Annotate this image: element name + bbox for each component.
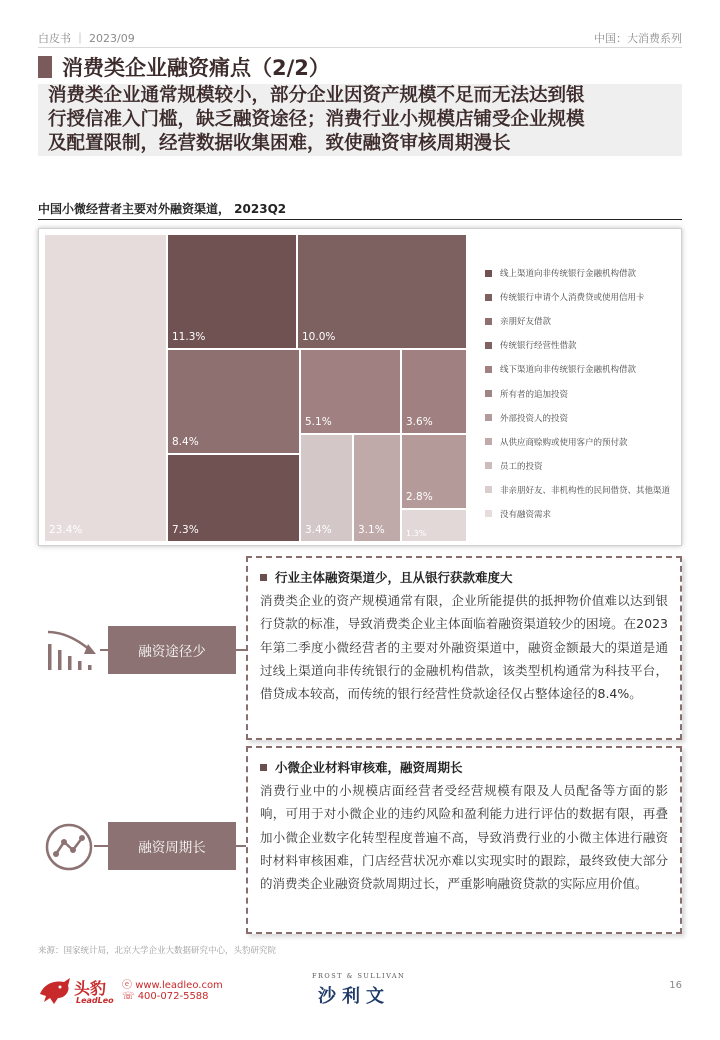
legend-label: 传统银行申请个人消费贷或使用信用卡	[500, 293, 645, 304]
partner-name-en: FROST & SULLIVAN	[312, 972, 406, 980]
legend-swatch	[485, 414, 492, 421]
phone-text: 400-072-5588	[137, 991, 209, 1002]
source-note: 来源：国家统计局，北京大学企业大数据研究中心，头豹研究院	[38, 946, 277, 956]
legend-item	[485, 309, 680, 333]
legend-item	[485, 430, 680, 454]
treemap-value-label: 3.1%	[358, 524, 385, 536]
legend-label: 非亲朋好友、非机构性的民间借贷、其他渠道	[500, 485, 671, 496]
bullet-icon	[260, 574, 267, 581]
channels-panel-body: 消费类企业的资产规模通常有限，企业所能提供的抵押物价值难以达到银行贷款的标准，导致消费类企业主体面临着融资渠道较少的困境。在2023年第二季度小微经营者的主要对外融资渠道中，融资金额最大的渠道是通过线上渠道向非传统银行的金融机构借款，该类型机构通常为科技平台，借贷成本较高，而传统的银行经营性贷款途径仅占整体途径的8.4%。	[260, 593, 668, 702]
legend-label: 线下渠道向非传统银行金融机构借款	[500, 365, 637, 376]
report-type: 白皮书 ｜ 2023/09	[38, 32, 135, 45]
legend-item	[485, 261, 680, 285]
brand-name-en: LeadLeo	[76, 996, 114, 1005]
legend-label: 没有融资需求	[500, 509, 552, 520]
summary-line: 行授信准入门槛，缺乏融资途径；消费行业小规模店铺受企业规模	[48, 109, 585, 130]
treemap-value-label: 3.6%	[406, 416, 433, 428]
long-cycle-tag: 融资周期长	[108, 822, 236, 870]
legend-item	[485, 478, 680, 502]
bar-chart-decline-icon	[44, 628, 100, 672]
treemap-chart	[38, 228, 682, 546]
legend-item	[485, 357, 680, 381]
channels-panel	[246, 556, 682, 740]
legend-swatch	[485, 366, 492, 373]
summary-block	[38, 84, 682, 156]
legend-label: 外部投资人的投资	[500, 413, 569, 424]
treemap-value-label: 10.0%	[302, 331, 336, 343]
page-number: 16	[669, 980, 682, 991]
leadleo-logo[interactable]	[38, 972, 258, 1008]
review-panel	[246, 746, 682, 934]
legend-item	[485, 454, 680, 478]
summary-line: 及配置限制，经营数据收集困难，致使融资审核周期漫长	[48, 133, 511, 154]
report-series: 中国：大消费系列	[594, 32, 682, 45]
review-panel-heading	[260, 758, 668, 776]
legend-item	[485, 333, 680, 357]
title-accent-bar	[38, 56, 52, 78]
treemap-value-label: 23.4%	[49, 524, 83, 536]
channels-heading-text: 行业主体融资渠道少，且从银行获款难度大	[275, 570, 513, 585]
treemap-value-label: 2.8%	[406, 491, 433, 503]
legend-swatch	[485, 510, 492, 517]
legend-label: 所有者的追加投资	[500, 389, 569, 400]
connector-line	[236, 845, 246, 847]
channels-panel-heading	[260, 568, 668, 586]
trend-line-icon	[44, 822, 94, 872]
legend-swatch	[485, 342, 492, 349]
partner-name-cn: 沙利文	[318, 986, 390, 1007]
legend-swatch	[485, 486, 492, 493]
legend-swatch	[485, 390, 492, 397]
review-heading-text: 小微企业材料审核难，融资周期长	[275, 760, 463, 775]
legend-label: 亲朋好友借款	[500, 317, 552, 328]
review-panel-body: 消费行业中的小规模店面经营者受经营规模有限及人员配备等方面的影响，可用于对小微企业的违约风险和盈利能力进行评估的数据有限，再叠加小微企业数字化转型程度普遍不高，导致消费行业的小微主体进行融资时材料审核困难，门店经营状况亦难以实现实时的跟踪，最终致使大部分的消费类企业融资贷款周期过长，严重影响融资贷款的实际应用价值。	[260, 783, 668, 892]
treemap-tile	[44, 234, 167, 542]
chart-title-underline	[38, 219, 682, 220]
phone-number: ☏ 400-072-5588	[122, 991, 209, 1002]
brand-name-cn: 头豹	[74, 979, 107, 998]
chart-title: 中国小微经营者主要对外融资渠道， 2023Q2	[38, 202, 287, 216]
legend-item	[485, 285, 680, 309]
legend-swatch	[485, 462, 492, 469]
legend-swatch	[485, 318, 492, 325]
legend-label: 从供应商赊购或使用客户的预付款	[500, 437, 628, 448]
treemap-value-label: 8.4%	[172, 436, 199, 448]
legend-item	[485, 502, 680, 526]
few-channels-tag: 融资途径少	[108, 626, 236, 674]
treemap-value-label: 5.1%	[305, 416, 332, 428]
treemap-value-label: 7.3%	[172, 524, 199, 536]
header-divider	[38, 47, 682, 48]
legend-swatch	[485, 438, 492, 445]
legend-swatch	[485, 294, 492, 301]
legend-item	[485, 381, 680, 405]
legend-swatch	[485, 270, 492, 277]
connector-line	[236, 649, 246, 651]
website-link[interactable]: ⓔ www.leadleo.com	[122, 980, 223, 991]
legend-label: 线上渠道向非传统银行金融机构借款	[500, 269, 637, 280]
treemap-value-label: 3.4%	[305, 524, 332, 536]
treemap-value-label: 11.3%	[172, 331, 206, 343]
bullet-icon	[260, 764, 267, 771]
summary-line: 消费类企业通常规模较小，部分企业因资产规模不足而无法达到银	[48, 85, 585, 106]
page-title: 消费类企业融资痛点（2/2）	[62, 56, 330, 80]
treemap-value-label: 1.3%	[406, 529, 427, 538]
website-text: www.leadleo.com	[135, 980, 223, 991]
leopard-icon	[38, 976, 72, 1006]
legend-item	[485, 406, 680, 430]
legend-label: 员工的投资	[500, 461, 543, 472]
chart-legend	[485, 261, 680, 526]
legend-label: 传统银行经营性借款	[500, 341, 577, 352]
